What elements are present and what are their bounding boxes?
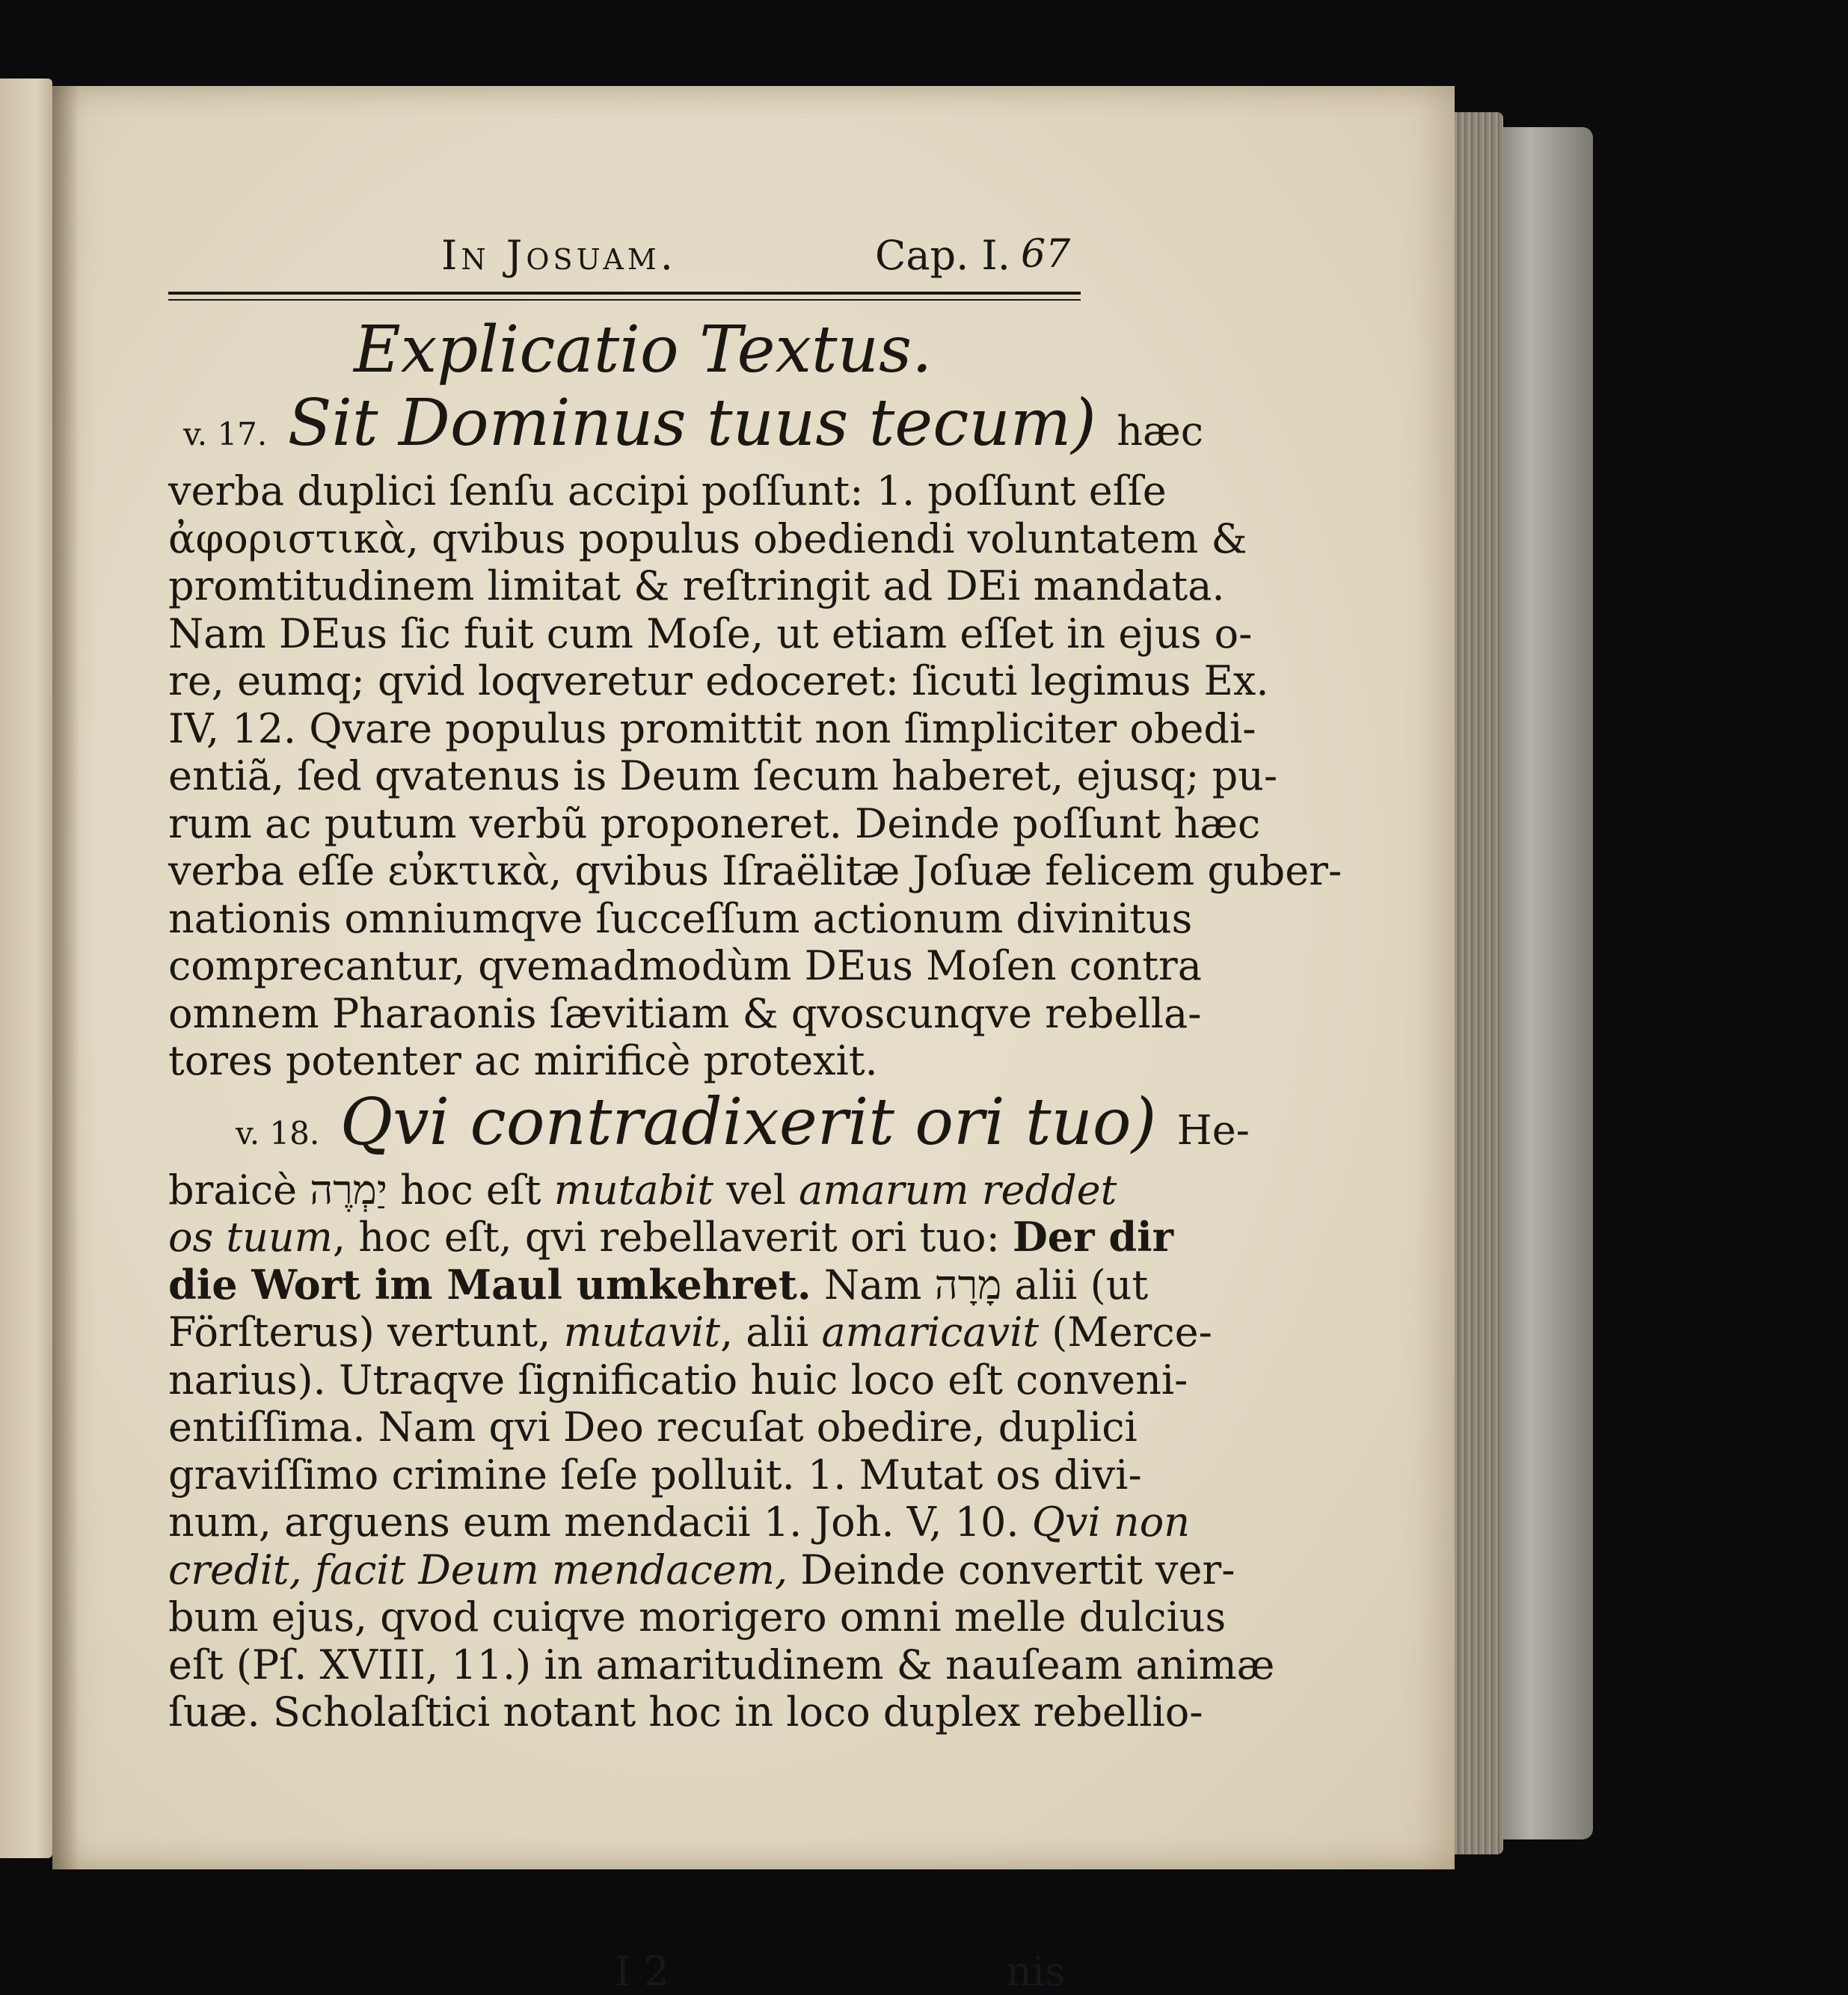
text-span: alii (ut bbox=[1014, 1261, 1149, 1309]
italic-span: Qvi non bbox=[1031, 1498, 1190, 1546]
chapter-label: Cap. I. bbox=[875, 232, 1010, 279]
verse-18-line-john bbox=[168, 1498, 1190, 1546]
text-line: re, eumq; qvid loqveretur edoceret: ſicuti legimus Ex. bbox=[168, 657, 1269, 704]
verse-18-line-5 bbox=[168, 1309, 1212, 1356]
text-span: , hoc eſt, qvi rebellaverit ori tuo: bbox=[332, 1214, 1000, 1261]
text-line: entiſſima. Nam qvi Deo recuſat obedire, duplici bbox=[168, 1404, 1138, 1451]
text-line: omnem Pharaonis ſævitiam & qvoscunqve rebella- bbox=[168, 989, 1202, 1037]
italic-span: amarum reddet bbox=[799, 1166, 1117, 1214]
text-line: Nam DEus ſic fuit cum Moſe, ut etiam eſſet in ejus o- bbox=[168, 609, 1253, 657]
text-line: graviſſimo crimine ſeſe polluit. 1. Mutat os divi- bbox=[168, 1451, 1142, 1498]
text-line: verba duplici ſenſu accipi poſſunt: 1. poſſunt eſſe bbox=[168, 467, 1167, 514]
verse-18-final-lines bbox=[168, 1593, 1275, 1736]
text-span: Förſterus) vertunt, bbox=[168, 1309, 551, 1356]
fraktur-span: Der dir bbox=[1012, 1213, 1174, 1261]
hebrew-word: מָרָה bbox=[934, 1261, 1002, 1309]
running-head bbox=[168, 224, 1081, 295]
text-line: nationis omniumqve ſucceſſum actionum divinitus bbox=[168, 894, 1193, 942]
text-line: ſuæ. Scholaſtici notant hoc in loco duplex rebellio- bbox=[168, 1688, 1203, 1736]
text-line: entiã, ſed qvatenus is Deum ſecum haberet, ejusq; pu- bbox=[168, 752, 1278, 799]
verse-17-lemma: Sit Dominus tuus tecum) bbox=[287, 386, 1096, 461]
text-line: eſt (Pſ. XVIII, 11.) in amaritudinem & nauſeam animæ bbox=[168, 1641, 1275, 1688]
verse-18-lemma-line bbox=[168, 1084, 1250, 1166]
text-line: rum ac putum verbũ proponeret. Deinde poſſunt hæc bbox=[168, 799, 1261, 847]
text-span: hoc eſt bbox=[400, 1166, 541, 1214]
text-span: braicè bbox=[168, 1166, 298, 1214]
text-line: IV, 12. Qvare populus promittit non ſimpliciter obedi- bbox=[168, 704, 1256, 752]
page-gutter-shadow bbox=[52, 86, 79, 1869]
italic-span: os tuum bbox=[168, 1214, 333, 1261]
text-line: comprecantur, qvemadmodùm DEus Moſen contra bbox=[168, 942, 1202, 989]
verse-17-lemma-line bbox=[168, 386, 1203, 467]
verse-17-ref: v. 17. bbox=[183, 416, 268, 452]
verse-17-first-tail: hæc bbox=[1117, 408, 1203, 455]
page-number: 67 bbox=[1021, 232, 1071, 277]
italic-span: amaricavit bbox=[821, 1309, 1040, 1356]
verse-17-body bbox=[168, 467, 1342, 1085]
left-page-edge bbox=[0, 79, 52, 1858]
text-span: num, arguens eum mendacii 1. Joh. V, 10. bbox=[168, 1498, 1019, 1546]
text-span: Deinde convertit ver- bbox=[800, 1546, 1235, 1593]
text-line: verba eſſe εὐκτικὰ, qvibus Iſraëlitæ Joſuæ felicem guber- bbox=[168, 847, 1342, 894]
verse-18-ref: v. 18. bbox=[236, 1114, 320, 1152]
verse-18-middle-lines bbox=[168, 1356, 1188, 1499]
text-line: narius). Utraqve ſignificatio huic loco eſt conveni- bbox=[168, 1356, 1188, 1404]
book-cover-board bbox=[1503, 127, 1593, 1839]
text-span: vel bbox=[726, 1166, 786, 1214]
section-heading: Explicatio Textus. bbox=[354, 313, 933, 387]
verse-18-first-tail: He- bbox=[1176, 1106, 1250, 1154]
text-line: ἀφοριστικὰ, qvibus populus obediendi voluntatem & bbox=[168, 514, 1247, 562]
verse-18-lemma: Qvi contradixerit ori tuo) bbox=[340, 1084, 1157, 1160]
text-line: tores potenter ac mirificè protexit. bbox=[168, 1037, 878, 1084]
text-span: (Merce- bbox=[1052, 1309, 1212, 1356]
verse-18-line-4 bbox=[168, 1260, 1149, 1309]
italic-span: mutavit bbox=[563, 1309, 720, 1356]
text-span: Nam bbox=[823, 1261, 922, 1309]
catchword: nis bbox=[1006, 1948, 1066, 1995]
page-block-fore-edge bbox=[1447, 112, 1503, 1854]
verse-18-line-credit bbox=[168, 1546, 1235, 1594]
text-span: , alii bbox=[719, 1309, 809, 1356]
italic-span: credit, facit Deum mendacem, bbox=[168, 1546, 788, 1593]
signature-mark: I 2 bbox=[615, 1948, 669, 1995]
hebrew-word: יַמְרֶה bbox=[310, 1166, 387, 1214]
fraktur-span: die Wort im Maul umkehret. bbox=[168, 1260, 811, 1309]
text-line: promtitudinem limitat & reſtringit ad DEi mandata. bbox=[168, 562, 1225, 609]
running-title: In Josuam. bbox=[441, 232, 677, 279]
italic-span: mutabit bbox=[553, 1166, 714, 1214]
text-block bbox=[168, 224, 1342, 1736]
verse-18-line-2 bbox=[168, 1166, 1117, 1214]
verse-18-line-3 bbox=[168, 1213, 1174, 1261]
text-line: bum ejus, qvod cuiqve morigero omni melle dulcius bbox=[168, 1593, 1227, 1641]
